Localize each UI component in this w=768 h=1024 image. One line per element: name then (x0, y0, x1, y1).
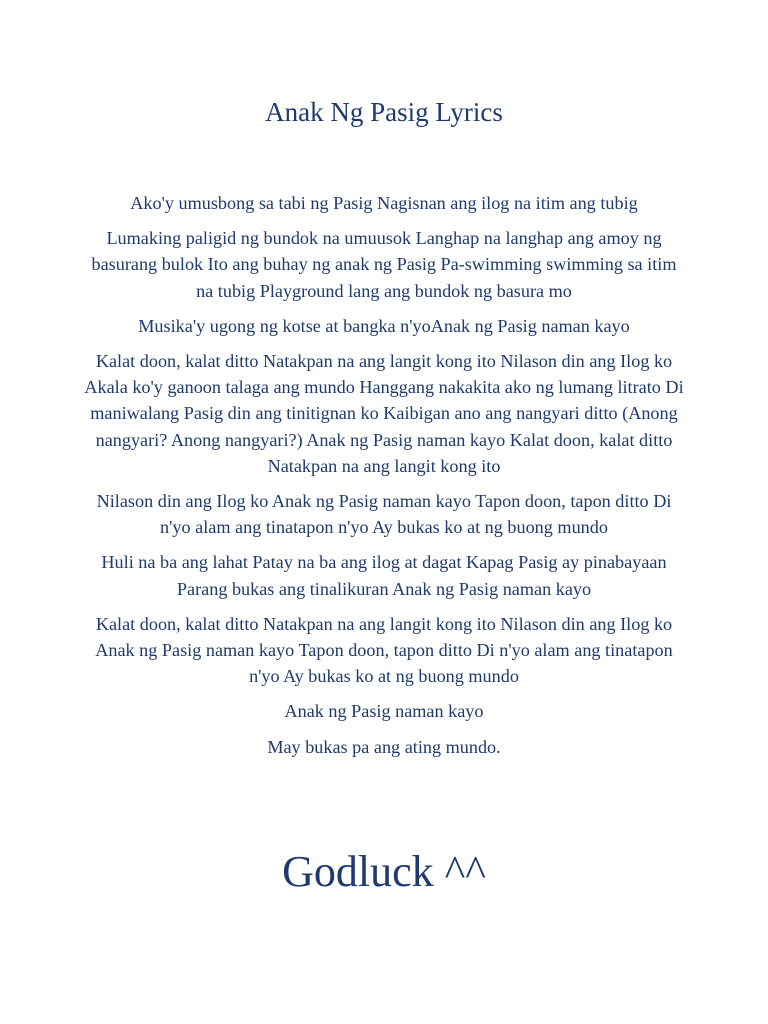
signoff-text: Godluck ^^ (282, 847, 486, 896)
verse-7: Kalat doon, kalat ditto Natakpan na ang langit kong ito Nilason din ang Ilog ko Anak ng Pasig naman kayo Tapon doon, tapon ditto Di n'yo alam ang tinatapon n'yo Ay bukas ko at ng buong mundo (95, 613, 673, 687)
page-title: Anak Ng Pasig Lyrics (265, 97, 503, 127)
lyrics-body (84, 190, 684, 769)
verse-2: Lumaking paligid ng bundok na umuusok Langhap na langhap ang amoy ng basurang bulok Ito ang buhay ng anak ng Pasig Pa-swimming swimming sa itim na tubig Playground lang ang bundok ng basura mo (91, 228, 677, 301)
verse-8: Anak ng Pasig naman kayo (284, 701, 484, 722)
verse-5: Nilason din ang Ilog ko Anak ng Pasig naman kayo Tapon doon, tapon ditto Di n'yo alam ang tinatapon n'yo Ay bukas ko at ng buong mundo (96, 491, 672, 538)
verse-1: Ako'y umusbong sa tabi ng Pasig Nagisnan ang ilog na itim ang tubig (130, 193, 638, 213)
verse-9: May bukas pa ang ating mundo. (267, 736, 501, 757)
verse-3: Musika'y ugong ng kotse at bangka n'yoAnak ng Pasig naman kayo (138, 315, 630, 336)
verse-4: Kalat doon, kalat ditto Natakpan na ang langit kong ito Nilason din ang Ilog ko Akala ko'y ganoon talaga ang mundo Hanggang nakakita ako ng lumang litrato Di maniwalang Pasig din ang tinitignan ko Kaibigan ano ang nangyari ditto (Anong nangyari? Anong nangyari?) Anak ng Pasig naman kayo Kalat doon, kalat ditto Natakpan na ang langit kong ito (84, 351, 684, 476)
verse-6: Huli na ba ang lahat Patay na ba ang ilog at dagat Kapag Pasig ay pinabayaan Parang bukas ang tinalikuran Anak ng Pasig naman kayo (101, 552, 667, 599)
